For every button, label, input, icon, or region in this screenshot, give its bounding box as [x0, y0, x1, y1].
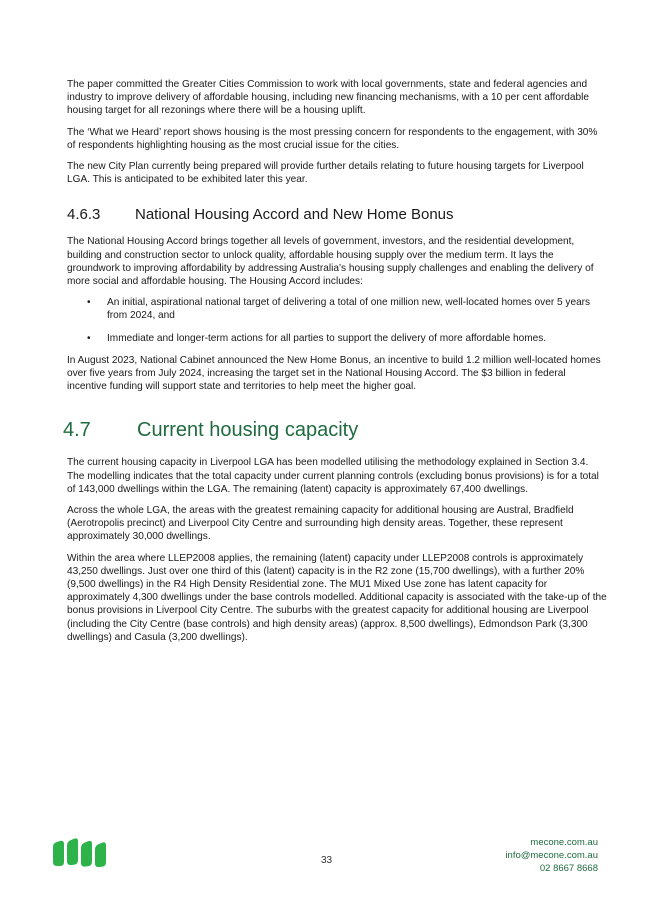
section-number: 4.6.3 [67, 206, 101, 224]
paragraph: The ‘What we Heard’ report shows housing is the most pressing concern for respondents to the engagement, with 30% of respondents highlighting housing as the most crucial issue for the cities. [67, 126, 598, 151]
email-link[interactable]: info@mecone.com.au [505, 850, 598, 861]
section-title: National Housing Accord and New Home Bonus [135, 206, 454, 224]
list-item-text: Immediate and longer-term actions for all parties to support the delivery of more affordable homes. [107, 332, 547, 344]
bullet-list [67, 296, 607, 345]
page-content [63, 78, 607, 652]
contact-details [505, 836, 598, 875]
section-heading-4-6-3 [67, 206, 607, 223]
list-item [67, 332, 607, 345]
bullet-icon: • [87, 297, 91, 309]
page-number: 33 [320, 855, 333, 866]
paragraph: The current housing capacity in Liverpool LGA has been modelled utilising the methodology explained in Section 3.4. The modelling indicates that the total capacity under current planning controls (excluding bonus provisions) is for a total of 143,000 dwellings within the LGA. The remaining (latent) capacity is approximately 67,400 dwellings. [67, 457, 599, 495]
paragraph: In August 2023, National Cabinet announced the New Home Bonus, an incentive to build 1.2 million well-located homes over five years from July 2024, increasing the target set in the National Housing Accord. The $3 billion in federal incentive funding will support state and territories to help meet the higher goal. [67, 354, 601, 393]
paragraph: Within the area where LLEP2008 applies, the remaining (latent) capacity under LLEP2008 controls is approximately 43,250 dwellings. Just over one third of this (latent) capacity is in the R2 zone (15,700 dwellings), with a further 20% (9,500 dwellings) in the R4 High Density Residential zone. The MU1 Mixed Use zone has latent capacity for approximately 4,300 dwellings under the base controls modelled. Additional capacity is associated with the take-up of the bonus provisions in Liverpool City Centre. The suburbs with the greatest capacity for additional housing are Liverpool (including the City Centre (base controls) and high density areas) (approx. 8,500 dwellings), Edmondson Park (3,300 dwellings) and Casula (3,200 dwellings). [67, 552, 607, 643]
paragraph: The new City Plan currently being prepared will provide further details relating to future housing targets for Liverpool LGA. This is anticipated to be exhibited later this year. [67, 161, 584, 186]
section-title: Current housing capacity [137, 419, 359, 442]
website-link[interactable]: mecone.com.au [530, 837, 598, 848]
list-item [67, 296, 607, 322]
phone-number: 02 8667 8668 [539, 863, 598, 874]
paragraph: The National Housing Accord brings together all levels of government, investors, and the residential development, building and construction sector to unlock quality, affordable housing supply over the medium term. It lays the groundwork to improving affordability by addressing Australia’s housing supply challenges and enabling the delivery of more social and affordable housing. The Housing Accord includes: [67, 236, 594, 288]
paragraph: The paper committed the Greater Cities Commission to work with local governments, state and federal agencies and industry to improve delivery of affordable housing, including new financing mechanisms, with a 10 per cent affordable housing target for all rezonings where there will be a housing uplift. [67, 79, 589, 117]
list-item-text: An initial, aspirational national target of delivering a total of one million new, well-located homes over 5 years from 2024, and [107, 297, 591, 322]
bullet-icon: • [87, 332, 91, 344]
paragraph: Across the whole LGA, the areas with the greatest remaining capacity for additional housing are Austral, Bradfield (Aerotropolis precinct) and Liverpool City Centre and surrounding high density areas. Together, these represent approximately 30,000 dwellings. [67, 505, 574, 543]
section-number: 4.7 [63, 419, 91, 442]
section-heading-4-7 [63, 419, 607, 442]
